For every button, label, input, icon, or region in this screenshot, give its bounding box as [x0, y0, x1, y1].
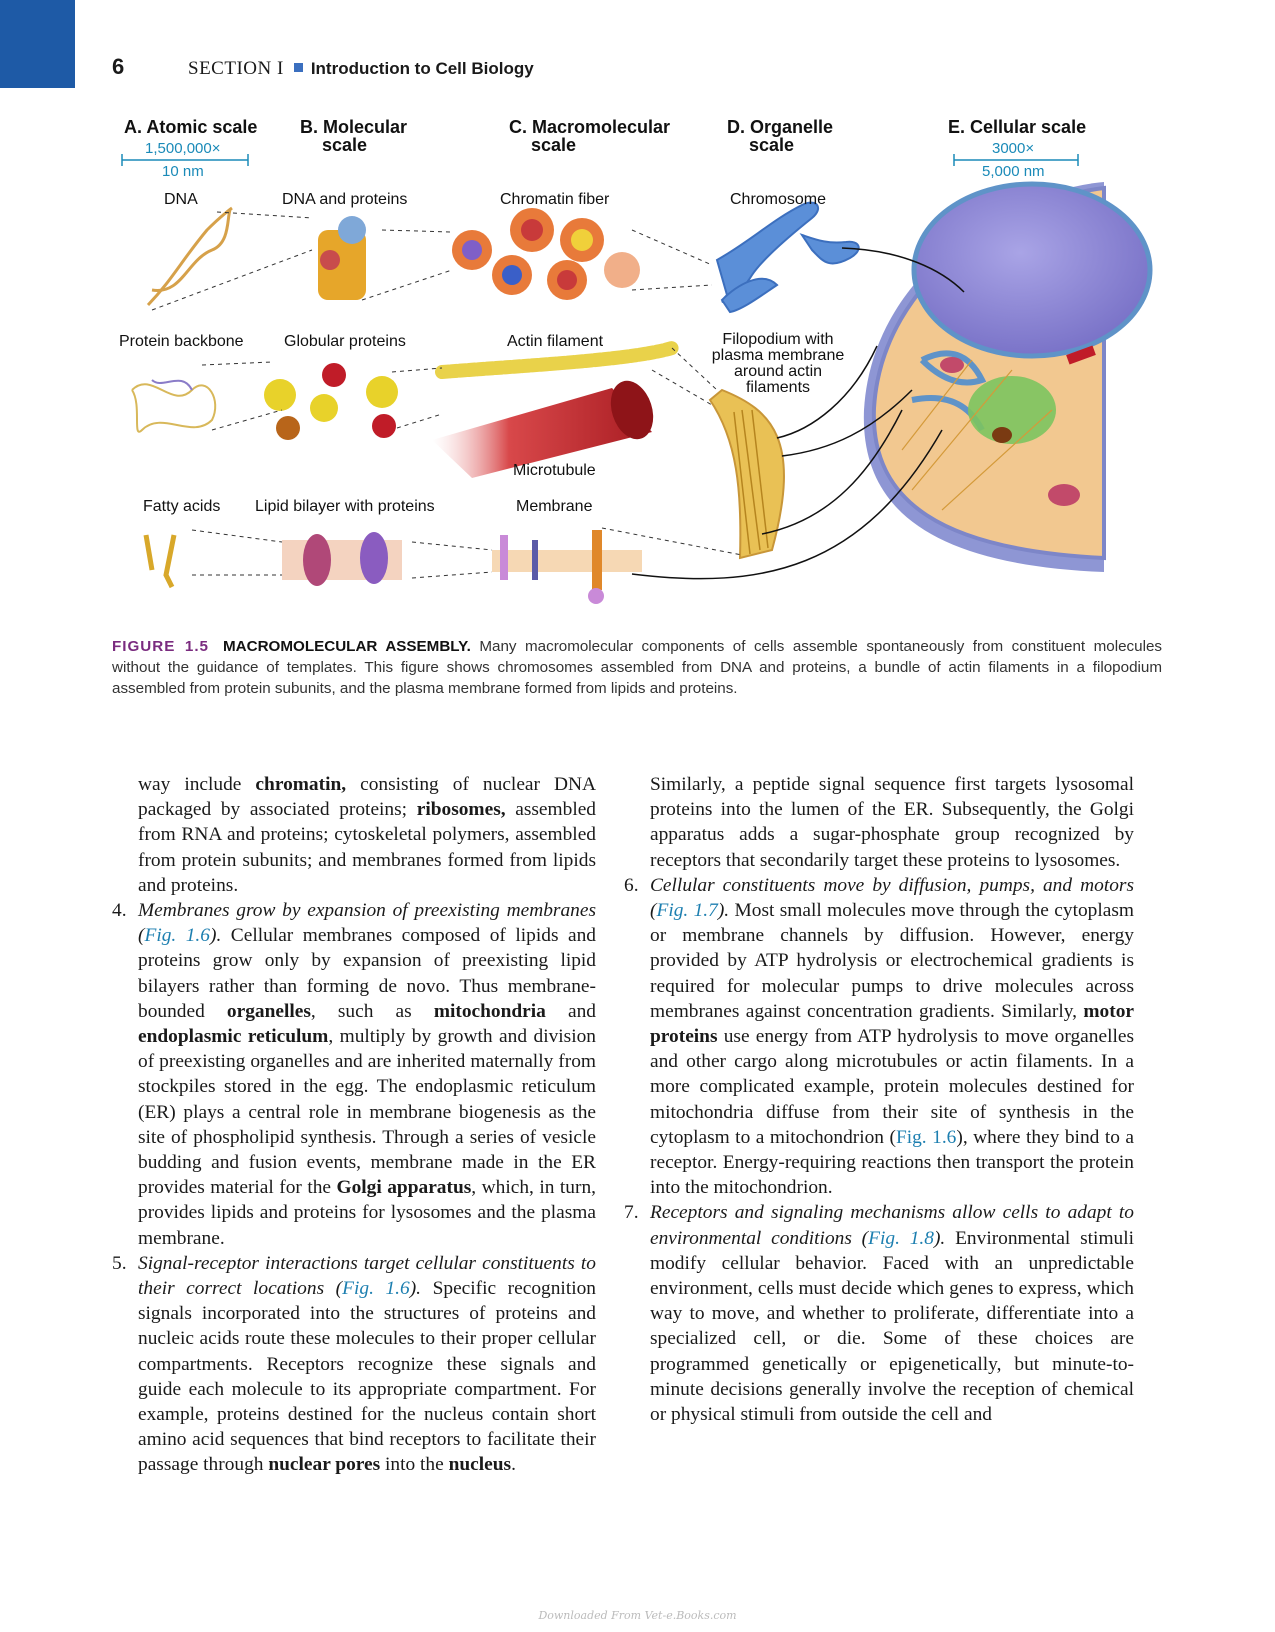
scale-e-magnification: 3000×	[992, 140, 1035, 157]
scale-a-length: 10 nm	[162, 163, 204, 180]
chapter-title: Introduction to Cell Biology	[310, 59, 534, 78]
paragraph-continued: way include chromatin, consisting of nuclear DNA packaged by associated proteins; ribosomes, assembled from RNA and proteins; cytoskeletal polymers, assembled from protein subunits; and membranes formed from lipids and proteins.	[138, 774, 597, 896]
figure-1-5	[112, 110, 1162, 610]
left-column	[112, 772, 596, 1478]
paragraph-continued-right: Similarly, a peptide signal sequence first targets lysosomal proteins into the lumen of the ER. Subsequently, the Golgi apparatus adds a sugar-phosphate group recognized by receptors that secondarily target these proteins to lysosomes.	[650, 774, 1134, 871]
fig-ref-link[interactable]: Fig. 1.7	[656, 900, 718, 922]
label-fatty-acids: Fatty acids	[143, 498, 221, 515]
figure-title: MACROMOLECULAR ASSEMBLY.	[223, 638, 471, 655]
label-microtubule: Microtubule	[513, 462, 596, 479]
list-item-5: 5. Signal-receptor interactions target cellular constituents to their correct locations (Fig. 1.6). Specific recognition signals incorporated into the structures of proteins and nucleic acids route these molecules to their proper cellular compartments. Receptors recognize these signals and guide each molecule to its appropriate compartment. For example, proteins destined for the nucleus contain short amino acid sequences that bind receptors to facilitate their passage through nuclear pores into the nucleus.	[112, 1252, 596, 1476]
figure-caption	[112, 636, 1162, 699]
label-protein-backbone: Protein backbone	[119, 333, 244, 350]
label-dna: DNA	[164, 191, 198, 208]
figure-label: FIGURE 1.5	[112, 638, 209, 655]
label-chromatin-fiber: Chromatin fiber	[500, 191, 610, 208]
filopodium-illustration	[710, 390, 784, 558]
cell-illustration	[864, 182, 1150, 572]
section-tab	[0, 0, 75, 88]
dna-illustration	[148, 208, 232, 305]
figure-illustration	[112, 110, 1162, 610]
scale-a-magnification: 1,500,000×	[145, 140, 221, 157]
chromosome-illustration	[717, 203, 859, 312]
label-lipid-bilayer: Lipid bilayer with proteins	[255, 498, 435, 515]
figure-caption-text: Many macromolecular components of cells assemble spontaneously from constituent molecules without the guidance of templates. This figure shows chromosomes assembled from DNA and proteins, a bundle of actin filaments in a filopodium assembled from protein subunits, and the plasma membrane formed from lipids and proteins.	[112, 638, 1162, 697]
right-column	[624, 772, 1134, 1427]
label-membrane: Membrane	[516, 498, 593, 515]
actin-filament-illustration	[442, 348, 672, 372]
column-a-header: A. Atomic scale	[124, 117, 258, 137]
section-label: SECTION I	[188, 58, 284, 79]
connector-lines	[152, 212, 742, 578]
running-header	[112, 54, 534, 84]
fatty-acids-illustration	[146, 535, 174, 587]
label-actin-filament: Actin filament	[507, 333, 604, 350]
list-item-4: 4. Membranes grow by expansion of preexisting membranes (Fig. 1.6). Cellular membranes composed of lipids and proteins grow only by expansion of preexisting lipid bilayers rather than forming de novo. Thus membrane-bounded organelles, such as mitochondria and endoplasmic reticulum, multiply by growth and division of preexisting organelles and are inherited maternally from stockpiles stored in the egg. The endoplasmic reticulum (ER) plays a central role in membrane biogenesis as the site of phospholipid synthesis. Through a series of vesicle budding and fusion events, membrane made in the ER provides material for the Golgi apparatus, which, in turn, provides lipids and proteins for lysosomes and the plasma membrane.	[112, 900, 596, 1249]
scale-e-length: 5,000 nm	[982, 163, 1045, 180]
page-number: 6	[112, 54, 125, 79]
fig-ref-link[interactable]: Fig. 1.8	[868, 1227, 934, 1249]
column-d-header: D. Organelle scale	[727, 117, 834, 155]
fig-ref-link[interactable]: Fig. 1.6	[342, 1278, 410, 1300]
label-dna-proteins: DNA and proteins	[282, 191, 408, 208]
membrane-illustration	[492, 530, 642, 604]
label-chromosome: Chromosome	[730, 191, 827, 208]
download-watermark: Downloaded From Vet-e.Books.com	[538, 1609, 737, 1622]
lipid-bilayer-illustration	[282, 532, 402, 586]
column-b-header: B. Molecular scale	[300, 117, 408, 155]
column-c-header: C. Macromolecular scale	[509, 117, 671, 155]
list-item-7: 7. Receptors and signaling mechanisms allow cells to adapt to environmental conditions (Fig. 1.8). Environmental stimuli modify cellular behavior. Faced with an unpredictable environment, cells must decide which genes to express, which way to move, and whether to proliferate, differentiate into a specialized cell, or die. Some of these choices are programmed genetically or epigenetically, but minute-to-minute decisions generally involve the reception of chemical or physical stimuli from outside the cell and	[624, 1202, 1134, 1426]
list-item-6: 6. Cellular constituents move by diffusion, pumps, and motors (Fig. 1.7). Most small molecules move through the cytoplasm or membrane channels by diffusion. However, energy provided by ATP hydrolysis or electrochemical gradients is required for molecular pumps to drive molecules across membranes against concentration gradients. Similarly, motor proteins use energy from ATP hydrolysis to move organelles and other cargo along microtubules or actin filaments. In a more complicated example, protein molecules destined for mitochondria diffuse from their site of synthesis in the cytoplasm to a mitochondrion (Fig. 1.6), where they bind to a receptor. Energy-requiring reactions then transport the protein into the mitochondrion.	[624, 874, 1134, 1199]
chromatin-illustration	[452, 208, 640, 300]
fig-ref-link[interactable]: Fig. 1.6	[895, 1126, 957, 1148]
dna-protein-illustration	[318, 216, 366, 300]
protein-backbone-illustration	[132, 380, 215, 432]
fig-ref-link[interactable]: Fig. 1.6	[144, 925, 210, 947]
header-square-icon	[294, 63, 303, 72]
label-filopodium: Filopodium with plasma membrane around actin filaments	[711, 331, 845, 396]
label-globular-proteins: Globular proteins	[284, 333, 406, 350]
column-e-header: E. Cellular scale	[948, 117, 1087, 137]
globular-proteins-illustration	[264, 363, 398, 440]
